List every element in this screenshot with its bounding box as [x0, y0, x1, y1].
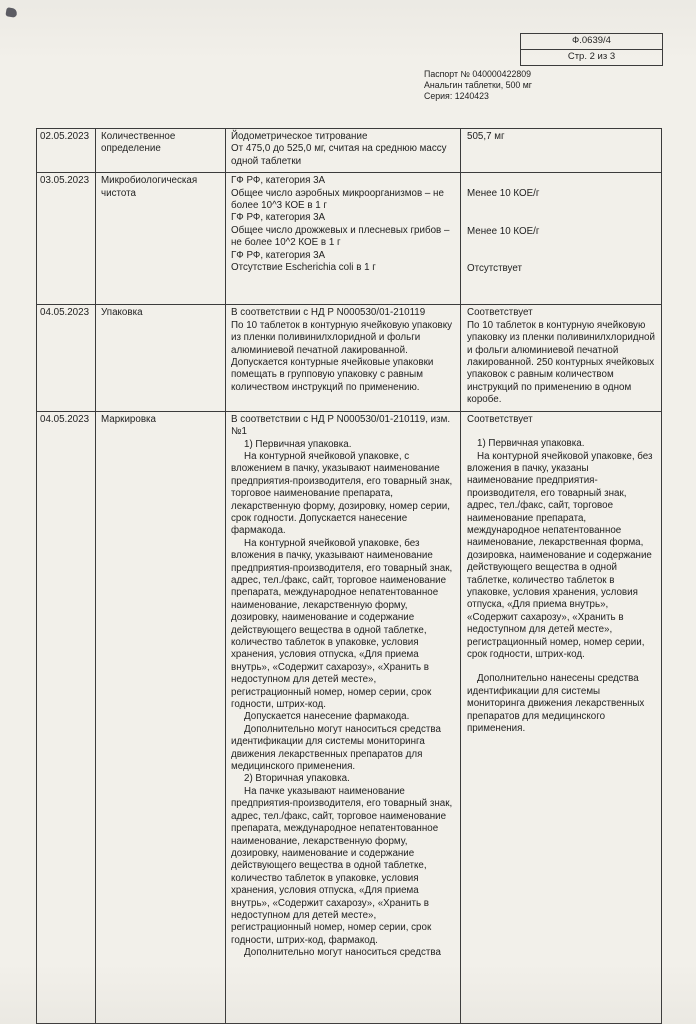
method-paragraph: Допускается нанесение фармакода.	[244, 711, 410, 723]
method-paragraph: Дополнительно могут наноситься средства идентификации для системы мониторинга движения лекарственных препаратов для медицинского применения.	[231, 723, 441, 773]
scan-artifact	[5, 7, 17, 18]
method-paragraph: Йодометрическое титрование	[231, 131, 368, 142]
result-paragraph: Соответствует	[467, 307, 533, 319]
method-paragraph: ГФ РФ, категория 3А	[231, 249, 326, 261]
table-row	[37, 173, 662, 305]
method-paragraph: По 10 таблеток в контурную ячейковую упаковку из пленки поливинилхлоридной и фольги алюминиевой печатной лакированной. Допускается контурные ячейковые упаковки помещать в групповую упаковку с равным количеством инструкций по применению.	[231, 319, 453, 393]
table-row	[37, 305, 662, 411]
method-paragraph: На контурной ячейковой упаковке, с вложением в пачку, указывают наименование предприятия-производителя, его товарный знак, торговое наименование препарата, лекарственную форму, дозировку, номер серии, срок годности. Допускается нанесение фармакода.	[231, 450, 453, 537]
method-requirements-cell	[226, 305, 461, 411]
method-paragraph: Общее число аэробных микроорганизмов – не более 10^3 КОЕ в 1 г	[231, 187, 444, 212]
passport-number: Паспорт № 040000422809	[424, 69, 532, 79]
result-cell	[461, 129, 662, 173]
result-paragraph: Отсутствует	[467, 263, 522, 275]
method-paragraph: Дополнительно могут наноситься средства	[244, 947, 441, 959]
result-paragraph: По 10 таблеток в контурную ячейковую упаковку из пленки поливинилхлоридной и фольги алюминиевой печатной лакированной. 250 контурных ячейковых упаковок с равным количеством инструкций по применению в одном коробе.	[467, 319, 655, 406]
result-cell	[461, 305, 662, 411]
result-paragraph: Менее 10 КОЕ/г	[467, 225, 540, 237]
result-cell	[461, 411, 662, 1023]
result-paragraph: Дополнительно нанесены средства идентификации для системы мониторинга движения лекарственных препаратов для медицинского применения.	[467, 673, 645, 735]
test-date-cell: 04.05.2023	[37, 305, 96, 411]
test-date-cell: 02.05.2023	[37, 129, 96, 173]
page-indicator: Стр. 2 из 3	[521, 49, 662, 65]
method-requirements-cell	[226, 411, 461, 1023]
method-paragraph: 2) Вторичная упаковка.	[244, 773, 350, 785]
method-paragraph: Общее число дрожжевых и плесневых грибов – не более 10^2 КОЕ в 1 г	[231, 224, 450, 249]
method-paragraph: На пачке указывают наименование предприятия-производителя, его товарный знак, адрес, тел./факс, сайт, торговое наименование препарата, международное непатентованное наименование, лекарственную форму, дозировку, наименование и содержание действующего вещества в одной таблетке, количество таблеток в упаковке, условия хранения, условия отпуска, «Для приема внутрь», «Содержит сахарозу», «Хранить в недоступном для детей месте», регистрационный номер, номер серии, срок годности, штрих-код, фармакод.	[231, 785, 453, 946]
method-paragraph: На контурной ячейковой упаковке, без вложения в пачку, указывают наименование предприятия-производителя, его товарный знак, адрес, тел./факс, сайт, торговое наименование препарата, международное непатентованное наименование, лекарственную форму, дозировку, наименование и содержание действующего вещества в одной таблетке, количество таблеток в упаковке, условия хранения, условия отпуска, «Для приема внутрь», «Содержит сахарозу», «Хранить в недоступном для детей месте», регистрационный номер, номер серии, срок годности, штрих-код.	[231, 537, 453, 711]
test-date-cell: 03.05.2023	[37, 173, 96, 305]
result-paragraph: 505,7 мг	[467, 131, 505, 142]
method-paragraph: 1) Первичная упаковка.	[244, 438, 352, 450]
parameter-name-cell: Микробиологическая чистота	[96, 173, 226, 305]
parameter-name-cell: Упаковка	[96, 305, 226, 411]
method-requirements-cell	[226, 129, 461, 173]
qc-results-table	[36, 128, 662, 1024]
result-paragraph: На контурной ячейковой упаковке, без вложения в пачку, указаны наименование предприятия-производителя, его товарный знак, адрес, тел./факс, сайт, торговое наименование препарата, международное непатентованное наименование, лекарственная форма, дозировка, наименование и содержание действующего вещества в одной таблетке, количество таблеток в упаковке, условия хранения, условия отпуска, «Для приема внутрь», «Содержит сахарозу», «Хранить в недоступном для детей месте», регистрационный номер, номер серии, срок годности, штрих-код.	[467, 450, 653, 660]
result-cell	[461, 173, 662, 305]
method-requirements-cell	[226, 173, 461, 305]
form-code: Ф.0639/4	[572, 35, 611, 46]
parameter-name-cell: Количественное определение	[96, 129, 226, 173]
method-paragraph: Отсутствие Escherichia coli в 1 г	[231, 262, 376, 274]
drug-name: Анальгин таблетки, 500 мг	[424, 80, 533, 90]
method-paragraph: ГФ РФ, категория 3А	[231, 175, 326, 187]
result-paragraph: Соответствует	[467, 413, 533, 425]
qc-table-body	[37, 129, 662, 1024]
series-number: Серия: 1240423	[424, 91, 489, 101]
method-paragraph: В соответствии с НД Р N000530/01-210119, изм.№1	[231, 413, 451, 438]
method-paragraph: ГФ РФ, категория 3А	[231, 212, 326, 224]
result-paragraph: Менее 10 КОЕ/г	[467, 188, 540, 200]
passport-header	[424, 69, 532, 102]
test-date-cell: 04.05.2023	[37, 411, 96, 1023]
parameter-name-cell: Маркировка	[96, 411, 226, 1023]
form-code-box	[520, 33, 663, 66]
method-paragraph: В соответствии с НД Р N000530/01-210119	[231, 307, 426, 319]
result-paragraph: 1) Первичная упаковка.	[477, 438, 585, 450]
method-paragraph: От 475,0 до 525,0 мг, считая на среднюю массу одной таблетки	[231, 143, 447, 167]
table-row	[37, 411, 662, 1023]
table-row	[37, 129, 662, 173]
